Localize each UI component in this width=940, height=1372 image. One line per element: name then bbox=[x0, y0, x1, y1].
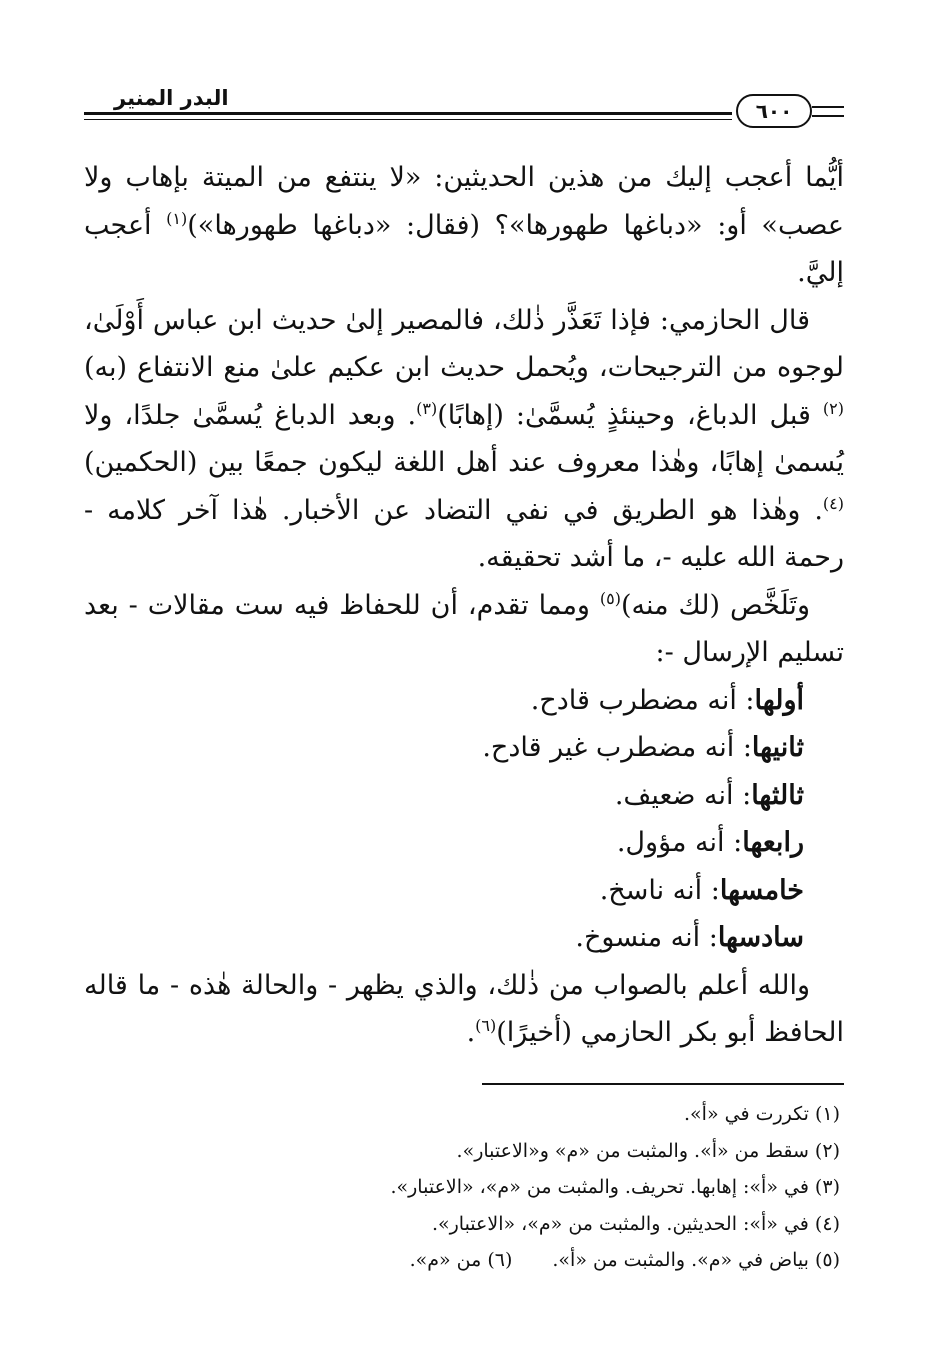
text-run: قبل الدباغ، وحينئذٍ يُسمَّىٰ: (إهابًا) bbox=[437, 399, 823, 431]
text-run: أيُّما أعجب إليك من هذين الحديثين: «لا ينتفع من الميتة بإهاب ولا عصب» أو: «دباغها طهورها»؟ (فقال: «دباغها طهورها») bbox=[84, 162, 844, 241]
list-item-text: : أنه مؤول. bbox=[616, 827, 743, 858]
list-item-text: : أنه مضطرب قادح. bbox=[530, 684, 755, 716]
paragraph bbox=[84, 297, 844, 582]
text-run: أعجب إليَّ. bbox=[84, 209, 844, 288]
page-header bbox=[84, 82, 844, 142]
header-tail-line bbox=[812, 115, 844, 117]
list-item bbox=[84, 819, 804, 867]
header-rule-thin bbox=[84, 119, 732, 120]
list-item-text: : أنه منسوخ. bbox=[575, 922, 718, 953]
paragraph bbox=[84, 154, 844, 297]
page-number: ٦٠٠ bbox=[755, 99, 793, 123]
footnotes bbox=[84, 1096, 840, 1279]
list-item-label: سادسها bbox=[717, 922, 804, 953]
list-item-label: رابعها bbox=[742, 827, 804, 858]
footnote: (١) تكررت في «أ». bbox=[684, 1103, 840, 1125]
footnote: (٤) في «أ»: الحديثين. والمثبت من «م»، «الاعتبار». bbox=[431, 1212, 840, 1235]
list-item bbox=[84, 772, 804, 820]
footnote-separator bbox=[482, 1083, 844, 1085]
book-title: البدر المنير bbox=[114, 86, 229, 110]
list-item-text: : أنه مضطرب غير قادح. bbox=[482, 732, 752, 763]
footnote: (٣) في «أ»: إهابها. تحريف. والمثبت من «م»، «الاعتبار». bbox=[390, 1176, 840, 1198]
text-run: قال الحازمي: فإذا تَعَذَّر ذٰلك، فالمصير إلىٰ حديث ابن عباس أَوْلَىٰ، لوجوه من الترجيحات، ويُحمل حديث ابن عكيم علىٰ منع الانتفاع (به) bbox=[84, 304, 844, 383]
list-item-label: أولها bbox=[754, 684, 804, 716]
footnote-ref: (١) bbox=[166, 208, 188, 228]
paragraph bbox=[84, 962, 844, 1057]
header-tail-line bbox=[812, 106, 844, 108]
list-item bbox=[84, 724, 804, 772]
text-run: . وهٰذا هو الطريق في نفي التضاد عن الأخبار. هٰذا آخر كلامه - رحمة الله عليه -، ما أشد تحقيقه. bbox=[84, 494, 844, 573]
footnote-ref: (٤) bbox=[822, 493, 844, 513]
footnote-ref: (٢) bbox=[822, 398, 845, 418]
list-item bbox=[84, 677, 804, 725]
page-number-badge bbox=[736, 94, 812, 128]
list-item-text: : أنه ناسخ. bbox=[599, 874, 720, 906]
footnote: (٦) من «م». bbox=[409, 1249, 513, 1271]
list-item-label: ثانيها bbox=[751, 732, 804, 763]
footnote-line bbox=[84, 1242, 840, 1279]
list-item-text: : أنه ضعيف. bbox=[614, 779, 752, 811]
main-text bbox=[84, 154, 844, 1057]
header-rule bbox=[84, 112, 732, 115]
paragraph bbox=[84, 582, 844, 677]
text-run: . وبعد الدباغ يُسمَّىٰ جلدًا، ولا يُسمىٰ إهابًا، وهٰذا معروف عند أهل اللغة ليكون جمعًا بين (الحكمين) bbox=[84, 399, 844, 478]
footnote-ref: (٥) bbox=[599, 588, 621, 608]
text-run: والله أعلم بالصواب من ذٰلك، والذي يظهر - والحالة هٰذه - ما قاله الحافظ أبو بكر الحازمي (أخيرًا) bbox=[84, 969, 844, 1048]
list-item-label: خامسها bbox=[719, 874, 804, 906]
text-run: وتَلَخَّص (لك منه) bbox=[621, 589, 810, 621]
list-item bbox=[84, 867, 804, 915]
footnote-ref: (٣) bbox=[416, 398, 438, 418]
opinions-list bbox=[84, 677, 844, 962]
list-item bbox=[84, 914, 804, 962]
text-run: ومما تقدم، أن للحفاظ فيه ست مقالات - بعد تسليم الإرسال -: bbox=[84, 589, 844, 668]
text-run: . bbox=[466, 1017, 476, 1048]
footnote: (٢) سقط من «أ». والمثبت من «م» و«الاعتبار». bbox=[456, 1139, 840, 1162]
footnote-ref: (٦) bbox=[475, 1016, 497, 1035]
list-item-label: ثالثها bbox=[751, 779, 804, 811]
footnote: (٥) بياض في «م». والمثبت من «أ». bbox=[552, 1249, 840, 1271]
